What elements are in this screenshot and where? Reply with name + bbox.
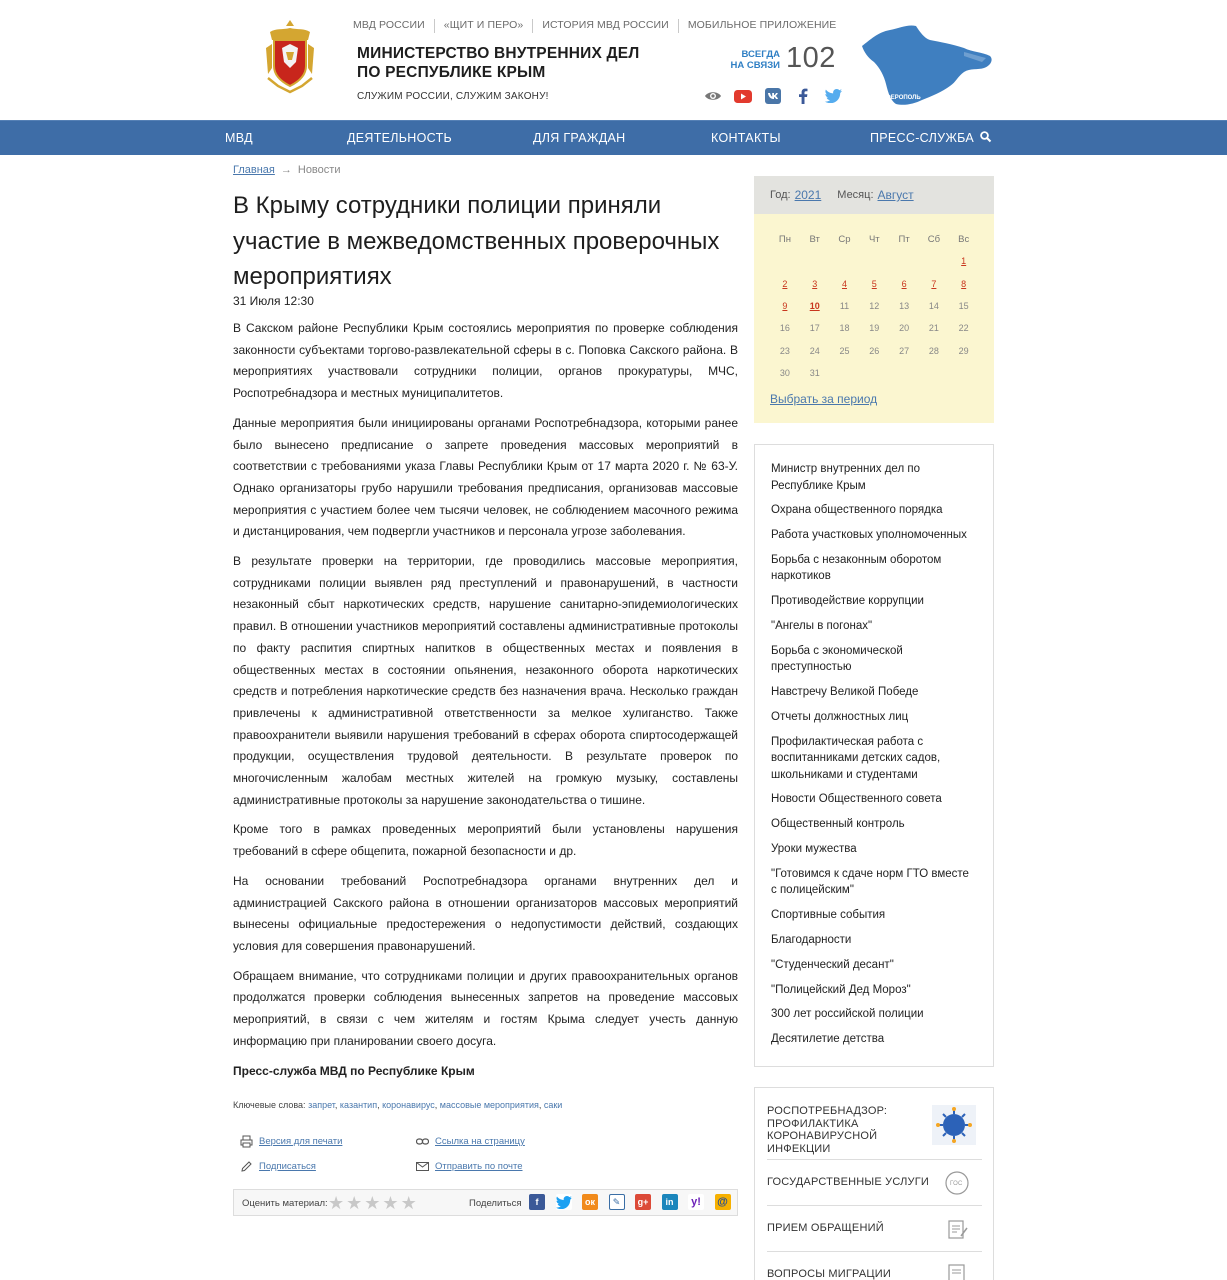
calendar-day: 28 [928, 345, 939, 356]
crimea-map-icon[interactable] [860, 22, 996, 110]
week-row [770, 339, 980, 361]
side-menu-item[interactable]: Министр внутренних дел по Республике Крым [771, 463, 920, 492]
banner-appeals[interactable] [767, 1222, 982, 1235]
subscribe-link[interactable] [240, 1160, 316, 1173]
side-menu-item[interactable]: Работа участковых уполномоченных [771, 529, 967, 542]
calendar-day[interactable]: 9 [782, 301, 788, 312]
gosuslugi-icon [944, 1170, 970, 1196]
youtube-icon[interactable] [734, 87, 752, 105]
always-line2: НА СВЯЗИ [730, 60, 780, 71]
article-paragraph: Обращаем внимание, что сотрудниками полиции и других правоохранительных органов продолжатся проверки соблюдения вынесенных запретов на проведение массовых мероприятий, в связи с чем жителям и гостям Крыма следует учесть данную информацию при планировании своего досуга. [233, 968, 738, 1048]
facebook-icon[interactable]: f [529, 1194, 545, 1210]
banner-coronavirus[interactable] [767, 1105, 982, 1155]
banner-migration-label: ВОПРОСЫ МИГРАЦИИ [767, 1268, 891, 1280]
calendar-day[interactable]: 3 [812, 278, 818, 289]
facebook-icon[interactable] [794, 87, 812, 105]
calendar-header [754, 176, 994, 214]
breadcrumb-arrow-icon: → [280, 164, 292, 176]
article-paragraph: На основании требований Роспотребнадзора органами внутренних дел и администрацией Сакского района в отношении организаторов массовых мероприятий вынесены официальные предостережения о недопустимости действий, создающих условия для совершения правонарушений. [233, 873, 738, 953]
calendar-day: 18 [839, 323, 850, 334]
calendar-day: 13 [899, 301, 910, 312]
calendar-day: 27 [899, 345, 910, 356]
article-paragraph: В Сакском районе Республики Крым состоялись мероприятия по проверке соблюдения законности субъектами торгово-развлекательной сферы в с. Поповка Сакского района. В мероприятиях участвовали сотрудники полиции, органов прокуратуры, МЧС, Роспотребнадзора и местных муниципалитетов. [233, 321, 738, 401]
nav-item-activity[interactable]: ДЕЯТЕЛЬНОСТЬ [347, 131, 453, 145]
side-menu-item[interactable]: Новости Общественного совета [771, 793, 942, 806]
separator [532, 19, 533, 33]
document-pen-icon [944, 1216, 970, 1242]
banner-gosuslugi[interactable] [767, 1176, 982, 1189]
always-line1: ВСЕГДА [741, 49, 780, 60]
article-paragraph: В результате проверки на территории, где проводились массовые мероприятия, сотрудниками полиции выявлен ряд преступлений и правонарушений, в частности незаконный сбыт наркотических средств, нарушение санитарно-эпидемиологических правил. В отношении участников мероприятий составлены административные протоколы по факту распития спиртных напитков в общественных местах и появления в общественных местах в состоянии опьянения, незаконного оборота наркотических средств и потребления наркотические средств без назначения врача. Несколько граждан привлечены к административной ответственности за мелкое хулиганство. Также правоохранители выявили нарушения требований в сферах оборота спиртосодержащей продукции, осуществления трудовой деятельности. В результате проверок по многочисленным жалобам местных жителей на громкую музыку, составлены административные протоколы за нарушение законодательства о тишине. [233, 554, 738, 807]
pencil-icon [240, 1160, 253, 1173]
ministry-title-line2: ПО РЕСПУБЛИКЕ КРЫМ [357, 64, 546, 81]
print-version-link[interactable] [240, 1135, 342, 1148]
calendar-day: 20 [899, 323, 910, 334]
calendar-day: 11 [839, 301, 850, 312]
share-icons [529, 1194, 741, 1210]
main-nav [0, 120, 1227, 155]
top-link-history[interactable]: ИСТОРИЯ МВД РОССИИ [542, 19, 669, 31]
banner-migration[interactable] [767, 1268, 982, 1280]
keyword-link[interactable]: массовые мероприятия [439, 1100, 539, 1110]
top-link-mvd-russia[interactable]: МВД РОССИИ [353, 19, 425, 31]
keyword-link[interactable]: запрет [308, 1100, 335, 1110]
article-title: В Крыму сотрудники полиции приняли участие в межведомственных проверочных мероприятиях [233, 192, 720, 290]
weekday-label: Пт [898, 233, 910, 245]
calendar-day[interactable]: 10 [809, 301, 820, 312]
emergency-phone[interactable]: 102 [786, 42, 836, 74]
separator [678, 19, 679, 33]
divider [767, 1205, 982, 1206]
send-email-link[interactable] [416, 1160, 523, 1173]
calendar-day[interactable]: 2 [782, 278, 788, 289]
calendar-day[interactable]: 6 [901, 278, 907, 289]
month-label: Месяц: [837, 189, 874, 201]
archive-calendar [754, 176, 994, 423]
mailru-icon[interactable]: @ [715, 1194, 731, 1210]
nav-item-mvd[interactable]: МВД [225, 131, 253, 145]
nav-item-contacts[interactable]: КОНТАКТЫ [711, 131, 781, 145]
star-icon[interactable]: ★ [400, 1193, 417, 1213]
calendar-day: 21 [928, 323, 939, 334]
svg-text:гос: гос [950, 1181, 963, 1187]
calendar-day[interactable]: 1 [961, 256, 967, 267]
keyword-link[interactable]: саки [543, 1100, 563, 1110]
breadcrumb-current: Новости [297, 164, 341, 176]
top-link-mobile-app[interactable]: МОБИЛЬНОЕ ПРИЛОЖЕНИЕ [687, 19, 837, 31]
calendar-day: 19 [869, 323, 880, 334]
mvd-emblem-icon[interactable] [264, 18, 316, 94]
calendar-day: 24 [809, 345, 820, 356]
divider [767, 1159, 982, 1160]
share-label: Поделиться [469, 1198, 522, 1209]
year-label: Год: [770, 189, 791, 201]
search-icon[interactable] [979, 130, 993, 144]
weekday-label: Чт [868, 233, 880, 245]
choose-period-link[interactable]: Выбрать за период [770, 392, 878, 406]
calendar-day: 17 [809, 323, 820, 334]
googleplus-icon[interactable]: g+ [635, 1194, 651, 1210]
star-icon[interactable]: ★ [364, 1193, 381, 1213]
weekday-label: Вс [958, 233, 970, 245]
eye-icon[interactable] [704, 87, 722, 105]
side-menu-item[interactable]: 300 лет российской полиции [771, 1008, 924, 1021]
side-menu-item[interactable]: Охрана общественного порядка [771, 504, 943, 517]
nav-item-for-citizens[interactable]: ДЛЯ ГРАЖДАН [533, 131, 626, 145]
rate-label: Оценить материал: [242, 1198, 328, 1209]
side-menu-item[interactable]: Уроки мужества [771, 843, 857, 856]
calendar-day[interactable]: 7 [931, 278, 937, 289]
breadcrumb-home[interactable]: Главная [233, 164, 275, 176]
side-menu-item[interactable]: Общественный контроль [771, 818, 905, 831]
banner-coronavirus-label: РОСПОТРЕБНАДЗОР: ПРОФИЛАКТИКА КОРОНАВИРУСНОЙ ИНФЕКЦИИ [767, 1105, 888, 1155]
envelope-icon [416, 1160, 429, 1173]
week-row [770, 273, 980, 295]
passport-icon [944, 1262, 970, 1280]
star-icon[interactable]: ★ [328, 1193, 345, 1213]
slogan: СЛУЖИМ РОССИИ, СЛУЖИМ ЗАКОНУ! [357, 91, 549, 102]
side-menu-item[interactable]: Десятилетие детства [771, 1033, 885, 1046]
side-menu [754, 444, 994, 1067]
calendar-day: 30 [779, 367, 790, 378]
side-menu-item[interactable]: Противодействие коррупции [771, 595, 924, 608]
calendar-day: 14 [928, 301, 939, 312]
weekday-label: Пн [778, 233, 791, 245]
always-available-label [726, 49, 780, 71]
keyword-link[interactable]: коронавирус [382, 1100, 435, 1110]
linkedin-icon[interactable]: in [662, 1194, 678, 1210]
calendar-day: 15 [958, 301, 969, 312]
week-row [770, 250, 980, 272]
calendar-day[interactable]: 4 [841, 278, 847, 289]
banner-gosuslugi-label: ГОСУДАРСТВЕННЫЕ УСЛУГИ [767, 1176, 929, 1188]
star-icon[interactable]: ★ [346, 1193, 363, 1213]
side-menu-item[interactable]: Спортивные события [771, 909, 886, 922]
calendar-day: 12 [869, 301, 880, 312]
weekday-row [770, 228, 980, 250]
weekday-label: Вт [809, 233, 820, 245]
calendar-day: 31 [809, 367, 820, 378]
top-links [353, 19, 836, 33]
side-menu-item[interactable]: Благодарности [771, 933, 852, 946]
livejournal-icon[interactable]: ✎ [609, 1194, 625, 1210]
yahoo-icon[interactable]: y! [688, 1194, 704, 1210]
site-header [0, 0, 1227, 120]
calendar-day: 16 [779, 323, 790, 334]
page-link-label: Ссылка на страницу [435, 1136, 525, 1147]
keyword-link[interactable]: казантип [339, 1100, 378, 1110]
banner-appeals-label: ПРИЕМ ОБРАЩЕНИЙ [767, 1222, 884, 1234]
ministry-title-line1: МИНИСТЕРСТВО ВНУТРЕННИХ ДЕЛ [357, 45, 640, 62]
weekday-label: Сб [927, 233, 941, 245]
side-menu-item[interactable]: Борьба с незаконным оборотом наркотиков [771, 553, 942, 583]
twitter-icon[interactable] [824, 87, 842, 105]
separator [434, 19, 435, 33]
social-links [704, 87, 854, 105]
keywords: Ключевые слова: запрет, казантип, коронавирус, массовые мероприятия, саки [233, 1100, 563, 1110]
print-version-label: Версия для печати [259, 1136, 343, 1147]
side-menu-item[interactable]: Борьба с экономической преступностью [771, 644, 903, 674]
calendar-day: 22 [958, 323, 969, 334]
chain-link-icon [416, 1135, 429, 1148]
week-row [770, 362, 980, 384]
calendar-grid [770, 228, 980, 384]
calendar-day: 25 [839, 345, 850, 356]
side-menu-item[interactable]: Профилактическая работа с воспитанниками детских садов, школьниками и студентами [771, 735, 941, 781]
vk-icon[interactable] [764, 87, 782, 105]
rating-share-bar [233, 1189, 738, 1216]
year-select[interactable]: 2021 [794, 188, 822, 202]
article-date: 31 Июля 12:30 [233, 294, 314, 308]
send-email-label: Отправить по почте [435, 1161, 523, 1172]
page-link-link[interactable] [416, 1135, 525, 1148]
twitter-icon[interactable] [556, 1194, 572, 1210]
star-icon[interactable]: ★ [382, 1193, 399, 1213]
virus-icon [932, 1105, 976, 1145]
breadcrumb [233, 164, 340, 176]
article-signature: Пресс-служба МВД по Республике Крым [233, 1063, 475, 1078]
top-link-shield-pen[interactable]: «ЩИТ И ПЕРО» [443, 19, 524, 31]
side-menu-item[interactable]: "Ангелы в погонах" [771, 619, 873, 632]
nav-item-press-service[interactable]: ПРЕСС-СЛУЖБА [870, 131, 975, 145]
side-menu-item[interactable]: "Готовимся к сдаче норм ГТО вместе с полицейским" [771, 867, 969, 897]
article-paragraph: Данные мероприятия были инициированы органами Роспотребнадзора, которыми ранее было вынесено предписание о запрете проведения массовых мероприятий в соответствии с требованиями указа Главы Республики Крым от 17 марта 2020 г. № 63-У. Однако организаторы грубо нарушили требования предписания, организовав массовые мероприятия с участием более чем тысячи человек, не соблюдением масочного режима и дистанцирования, чем подвергли участников и персонала угрозе заболевания. [233, 415, 738, 539]
divider [767, 1251, 982, 1252]
calendar-day: 29 [958, 345, 969, 356]
side-menu-item[interactable]: Отчеты должностных лиц [771, 710, 909, 723]
printer-icon [240, 1135, 253, 1148]
weekday-label: Ср [838, 233, 851, 245]
side-menu-item[interactable]: "Студенческий десант" [771, 958, 894, 971]
calendar-day: 26 [869, 345, 880, 356]
keywords-label: Ключевые слова: [233, 1100, 306, 1110]
service-banners [754, 1087, 994, 1280]
article-body [233, 318, 738, 1082]
article-paragraph: Кроме того в рамках проведенных мероприятий были установлены нарушения требований в сфере общепита, пожарной безопасности и др. [233, 822, 738, 859]
side-menu-item[interactable]: Навстречу Великой Победе [771, 686, 919, 699]
subscribe-label: Подписаться [259, 1161, 316, 1172]
week-row [770, 295, 980, 317]
map-label: СИМФЕРОПОЛЬ [872, 95, 921, 101]
month-select[interactable]: Август [877, 188, 914, 202]
calendar-day: 23 [779, 345, 790, 356]
calendar-day[interactable]: 8 [961, 278, 967, 289]
rating-stars [328, 1194, 419, 1212]
calendar-day[interactable]: 5 [871, 278, 877, 289]
week-row [770, 317, 980, 339]
side-menu-item[interactable]: "Полицейский Дед Мороз" [771, 983, 911, 996]
ministry-title[interactable] [357, 44, 639, 82]
odnoklassniki-icon[interactable]: ок [582, 1194, 598, 1210]
